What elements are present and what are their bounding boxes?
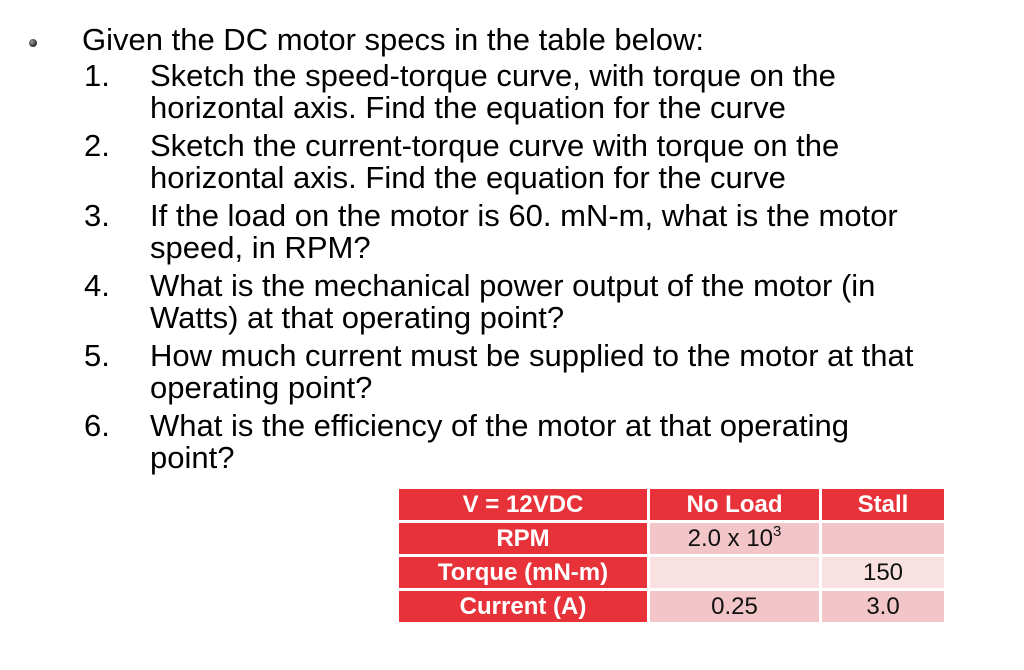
question-line: Watts) at that operating point? xyxy=(150,300,565,335)
question-1 xyxy=(84,60,913,124)
question-line: point? xyxy=(150,440,235,475)
question-6 xyxy=(84,410,913,474)
motor-specs-table xyxy=(396,486,947,625)
question-3 xyxy=(84,200,913,264)
question-2 xyxy=(84,130,913,194)
row-label-rpm: RPM xyxy=(398,522,649,556)
current-stall-value: 3.0 xyxy=(821,590,946,624)
table-row-rpm xyxy=(398,522,946,556)
question-line: Sketch the current-torque curve with torque on the xyxy=(150,128,840,163)
question-4 xyxy=(84,270,913,334)
torque-stall-value: 150 xyxy=(821,556,946,590)
table-row-torque xyxy=(398,556,946,590)
torque-no-load-value xyxy=(649,556,821,590)
question-number: 1. xyxy=(84,58,110,93)
question-line: If the load on the motor is 60. mN-m, what is the motor xyxy=(150,198,898,233)
question-line: operating point? xyxy=(150,370,373,405)
question-line: What is the efficiency of the motor at that operating xyxy=(150,408,850,443)
question-line: What is the mechanical power output of the motor (in xyxy=(150,268,876,303)
question-line: speed, in RPM? xyxy=(150,230,371,265)
question-line: Sketch the speed-torque curve, with torque on the xyxy=(150,58,836,93)
question-number: 2. xyxy=(84,128,110,163)
question-line: horizontal axis. Find the equation for the curve xyxy=(150,90,786,125)
question-number: 6. xyxy=(84,408,110,443)
row-label-torque: Torque (mN-m) xyxy=(398,556,649,590)
rpm-no-load-base: 2.0 x 10 xyxy=(687,524,774,552)
question-number: 4. xyxy=(84,268,110,303)
rpm-stall-value xyxy=(821,522,946,556)
header-stall: Stall xyxy=(821,488,946,522)
rpm-no-load-value xyxy=(649,522,821,556)
bullet-dot-icon xyxy=(29,39,37,47)
question-line: How much current must be supplied to the motor at that xyxy=(150,338,914,373)
question-number: 5. xyxy=(84,338,110,373)
rpm-no-load-exponent: 3 xyxy=(773,522,782,540)
question-5 xyxy=(84,340,913,404)
intro-text: Given the DC motor specs in the table below: xyxy=(82,22,705,57)
table-row-current xyxy=(398,590,946,624)
table-header-row xyxy=(398,488,946,522)
question-line: horizontal axis. Find the equation for the curve xyxy=(150,160,786,195)
header-voltage: V = 12VDC xyxy=(398,488,649,522)
question-list xyxy=(84,60,913,480)
question-number: 3. xyxy=(84,198,110,233)
current-no-load-value: 0.25 xyxy=(649,590,821,624)
row-label-current: Current (A) xyxy=(398,590,649,624)
header-no-load: No Load xyxy=(649,488,821,522)
